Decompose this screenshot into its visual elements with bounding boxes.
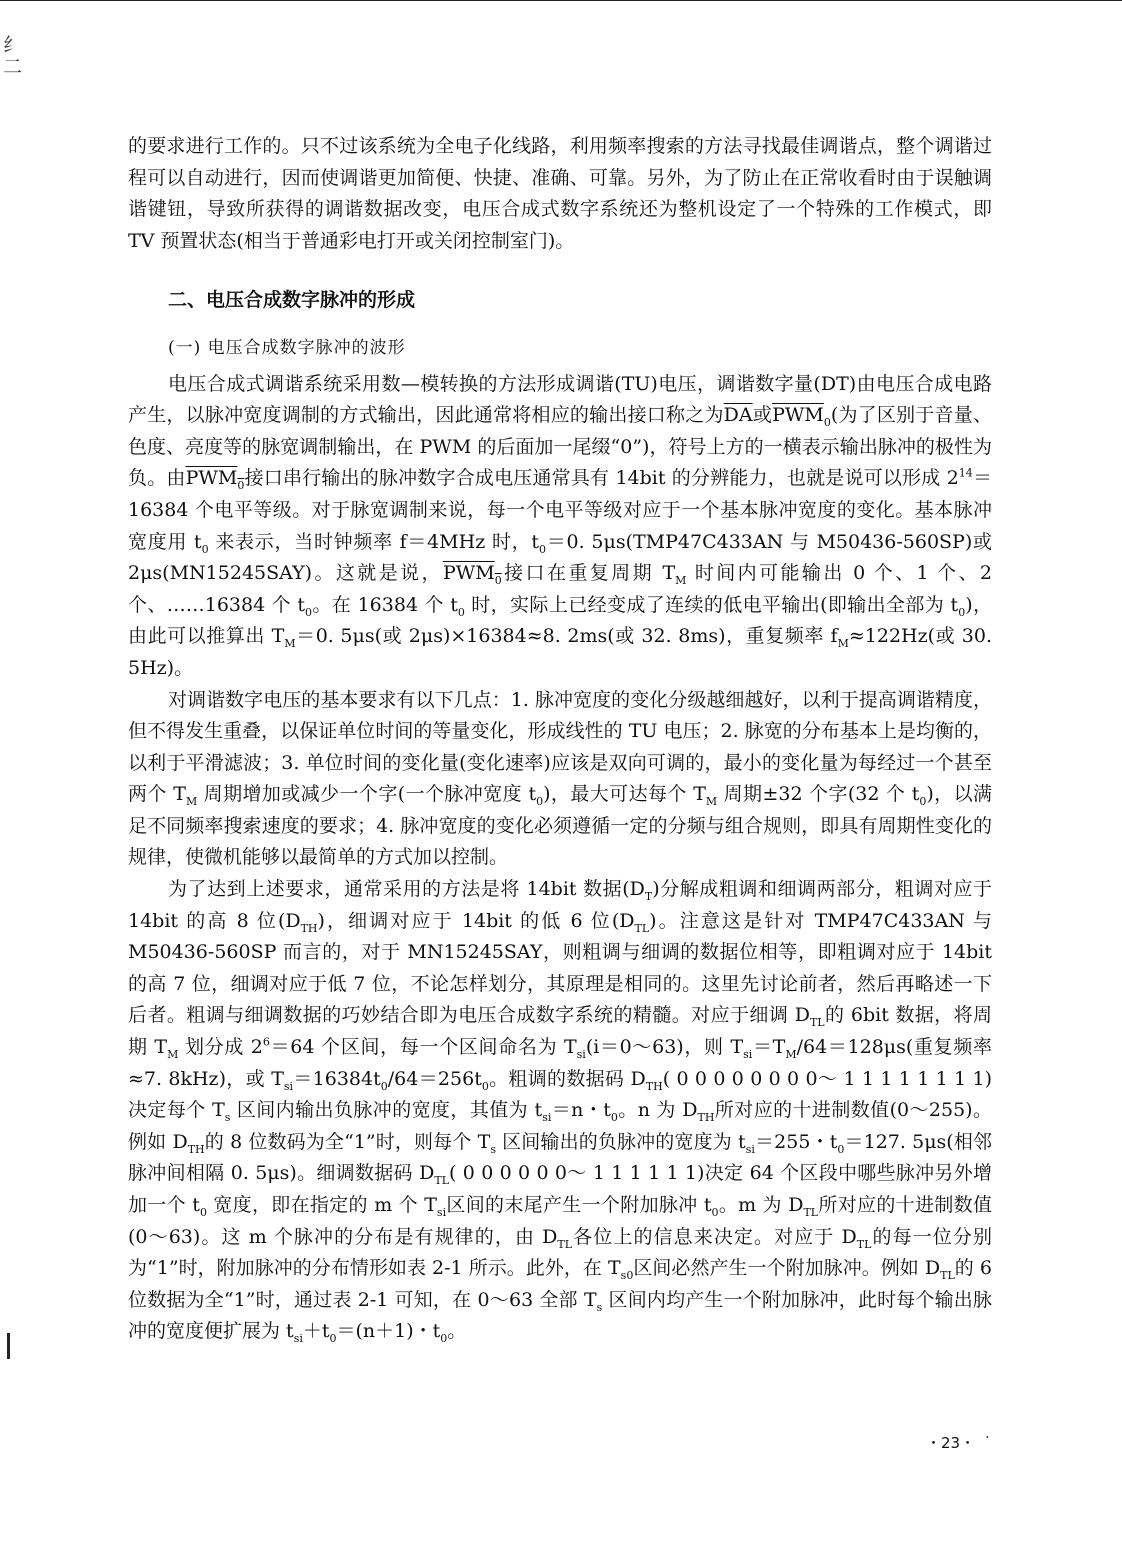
margin-bar-mark (7, 1333, 10, 1359)
page-tail-mark: · (985, 1428, 990, 1446)
page-body (128, 131, 992, 1348)
section-title: 二、电压合成数字脉冲的形成 (168, 289, 416, 312)
paragraph-waveform: 电压合成式调谐系统采用数—模转换的方法形成调谐(TU)电压，调谐数字量(DT)由电压合成电路产生，以脉冲宽度调制的方式输出，因此通常将相应的输出接口称之为$\overline{DA}$或$\overline{PWM}_0$(为了区别于音量、色度、亮度等的脉宽调制输出，在 PWM 的后面加一尾缀“0”)，符号上方的一横表示输出脉冲的极性为负。由$PWM_0$接口串行输出的脉冲数字合成电压通常具有 14bit 的分辨能力，也就是说可以形成 $2^{14}=16384$ 个电平等级。对于脉宽调制来说，每一个电平等级对应于一个基本脉冲宽度的变化。基本脉冲宽度用 $t_0$ 来表示，当时钟频率 f＝4MHz 时，$t_0=0$. 5μs(TMP47C433AN 与 M50436-560SP)或 2μs(MN15245SAY)。这就是说，$PWM_0$接口在重复周期 $T_M$ 时间内可能输出 0 个、1 个、2 个、……16384 个 $t_0$。在 16384 个 $t_0$ 时，实际上已经变成了连续的低电平输出(即输出全部为 $t_0$)，由此可以推算出 $T_M=0$. 5μs(或 2μs)×16384≈8. 2ms(或 32. 8ms)，重复频率 $f_M\approx 122Hz$(或 30. 5Hz)。 (128, 372, 992, 679)
paragraph-coarse-fine: 为了达到上述要求，通常采用的方法是将 14bit 数据$(D_T)$分解成粗调和细调两部分，粗调对应于 14bit 的高 8 位$(D_{TH})$，细调对应于 14bit 的低 6 位$(D_{TL})$。注意这是针对 TMP47C433AN 与 M50436-560SP 而言的，对于 MN15245SAY，则粗调与细调的数据位相等，即粗调对应于 14bit 的高 7 位，细调对应于低 7 位，不论怎样划分，其原理是相同的。这里先讨论前者，然后再略述一下后者。粗调与细调数据的巧妙结合即为电压合成数字系统的精髓。对应于细调 $D_{TL}$的 6bit 数据，将周期 $T_M$ 划分成 $2^6=64$ 个区间，每一个区间命名为 $T_{si}(i=0\sim 63)$，则 $T_{si}=T_M/64=128\mu s$(重复频率≈7. 8kHz)，或 $T_{si}=16384t_0/64=256t_0$。粗调的数据码 $D_{TH}$( 0 0 0 0 0 0 0 0～ 1 1 1 1 1 1 1 1)决定每个 $T_s$ 区间内输出负脉冲的宽度，其值为 $t_{si}=n$・$t_0$。n 为 $D_{TH}$所对应的十进制数值(0～255)。例如 $D_{TH}$的 8 位数码为全“1”时，则每个 $T_s$ 区间输出的负脉冲的宽度为 $t_{si}=255$・$t_0=127$. 5μs(相邻脉冲间相隔 0. 5μs)。细调数据码 $D_{TL}$( 0 0 0 0 0 0～ 1 1 1 1 1 1)决定 64 个区段中哪些脉冲另外增加一个 $t_0$ 宽度，即在指定的 m 个 $T_{si}$区间的末尾产生一个附加脉冲 $t_0$。m 为 $D_{TL}$所对应的十进制数值(0～63)。这 m 个脉冲的分布是有规律的，由 $D_{TL}$各位上的信息来决定。对应于 $D_{TL}$的每一位分别为“1”时，附加脉冲的分布情形如表 2-1 所示。此外，在 $T_{s0}$区间必然产生一个附加脉冲。例如 $D_{TL}$的 6 位数据为全“1”时，通过表 2-1 可知，在 0～63 全部 $T_s$ 区间内均产生一个附加脉冲，此时每个输出脉冲的宽度便扩展为 $t_{si}+t_0=(n+1)$・$t_0$。 (128, 878, 993, 1346)
margin-handwriting-mark: 纟 二 (3, 34, 23, 78)
top-rule (0, 0, 1122, 1)
paragraph-requirements: 对调谐数字电压的基本要求有以下几点：1. 脉冲宽度的变化分级越细越好，以利于提高调谐精度，但不得发生重叠，以保证单位时间的等量变化，形成线性的 TU 电压；2. 脉宽的分布基本上是均衡的，以利于平滑滤波；3. 单位时间的变化量(变化速率)应该是双向可调的，最小的变化量为每经过一个甚至两个 $T_M$ 周期增加或减少一个字(一个脉冲宽度 $t_0$)，最大可达每个 $T_M$ 周期±32 个字(32 个 $t_0$)，以满足不同频率搜索速度的要求；4. 脉冲宽度的变化必须遵循一定的分频与组合规则，即具有周期性变化的规律，使微机能够以最简单的方式加以控制。 (128, 688, 992, 869)
page-number: ・23・ (926, 1434, 976, 1452)
subsection-title: (一) 电压合成数字脉冲的波形 (168, 337, 406, 358)
paragraph-intro: 的要求进行工作的。只不过该系统为全电子化线路，利用频率搜索的方法寻找最佳调谐点，整个调谐过程可以自动进行，因而使调谐更加简便、快捷、准确、可靠。另外，为了防止在正常收看时由于误触调谐键钮，导致所获得的调谐数据改变，电压合成式数字系统还为整机设定了一个特殊的工作模式，即 TV 预置状态(相当于普通彩电打开或关闭控制室门)。 (128, 135, 992, 252)
